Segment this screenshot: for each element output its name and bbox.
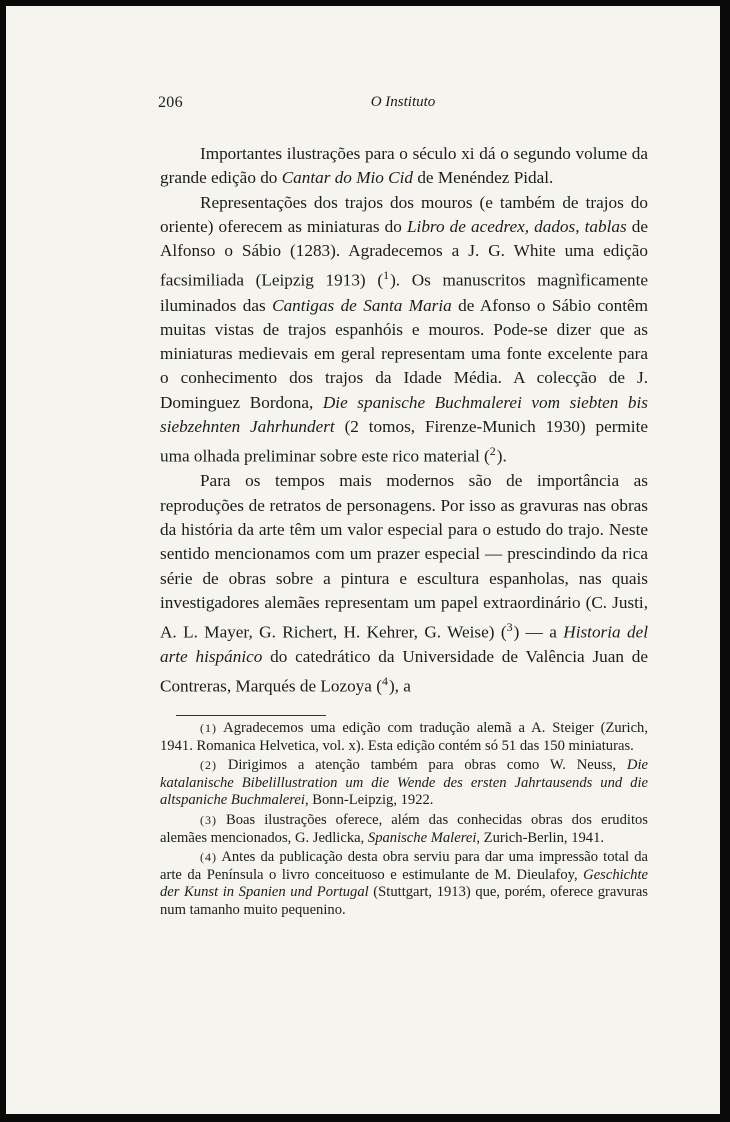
footnote-3 xyxy=(160,812,648,847)
paragraph-2 xyxy=(160,191,648,470)
paragraph-text: de Menéndez Pidal. xyxy=(413,168,554,188)
paragraph-text: Importantes ilustrações para o século xi dá o segundo volume da grande edição do xyxy=(160,144,648,188)
paragraph-text: de Afonso o Sábio contêm muitas vistas de trajos espanhóis e mouros. Pode-se dizer que as miniaturas medievais em geral representam uma fonte excelente para o conhecimento dos trajos da Idade Média. A colecção de J. Dominguez Bordona, xyxy=(160,295,648,412)
body-text xyxy=(160,142,648,699)
footnote-4 xyxy=(160,849,648,919)
footnote-text: Dirigimos a atenção também para obras como W. Neuss, xyxy=(217,757,627,774)
paragraph-text: (2 tomos, Firenze-Munich 1930) permite uma olhada preliminar sobre este rico material ( xyxy=(160,417,648,467)
paragraph-text: Representações dos trajos dos mouros (e também de trajos do oriente) oferecem as miniaturas do xyxy=(160,192,648,236)
title-spanische-buchmalerei: Die spanische Buchmalerei vom siebten bis siebzehnten Jahrhundert xyxy=(160,392,648,436)
title-cantigas: Cantigas de Santa Maria xyxy=(272,295,452,315)
footnote-title: Geschichte der Kunst in Spanien und Portugal xyxy=(160,866,648,901)
footnote-text: Boas ilustrações oferece, além das conhecidas obras dos eruditos alemães mencionados, G. Jedlicka, xyxy=(160,811,648,846)
paragraph-text: ). xyxy=(496,447,507,467)
footnote-ref-4[interactable]: 4 xyxy=(381,674,389,689)
footnote-text: , Bonn-Leipzig, 1922. xyxy=(304,792,434,809)
footnote-mark: (2) xyxy=(200,758,217,773)
paragraph-text: do catedrático da Universidade de Valência Juan de Contreras, Marqués de Lozoya ( xyxy=(160,647,648,697)
footnote-text: , Zurich-Berlin, 1941. xyxy=(476,829,605,846)
page-header xyxy=(158,94,648,114)
footnote-ref-3[interactable]: 3 xyxy=(506,620,514,635)
footnotes xyxy=(160,720,648,922)
paragraph-1 xyxy=(160,142,648,191)
paragraph-text: ), a xyxy=(388,677,411,697)
footnote-text: Agradecemos uma edição com tradução alemã a A. Steiger (Zurich, 1941. Romanica Helvetica, vol. x). Esta edição contém só 51 das 150 miniaturas. xyxy=(160,720,648,754)
footnote-ref-1[interactable]: 1 xyxy=(383,268,391,283)
footnote-divider xyxy=(176,715,326,716)
footnote-mark: (4) xyxy=(200,850,217,865)
footnote-text: Antes da publicação desta obra serviu para dar uma impressão total da arte da Península o livro conceituoso e estimulante de M. Dieulafoy, xyxy=(160,849,648,883)
footnote-text: (Stuttgart, 1913) que, porém, oferece gravuras num tamanho muito pequenino. xyxy=(160,884,648,918)
footnote-mark: (1) xyxy=(200,721,217,735)
paragraph-text: Para os tempos mais modernos são de importância as reproduções de retratos de personagens. Por isso as gravuras nas obras da história da arte têm um valor especial para o estudo do trajo. Neste sentido mencionamos com um prazer especial — prescindindo da rica série de obras sobre a pintura e escultura espanholas, nas quais investigadores alemães representam um papel extraordinário (C. Justi, A. L. Mayer, G. Richert, H. Kehrer, G. Weise) ( xyxy=(160,471,648,642)
footnote-mark: (3) xyxy=(200,812,217,827)
footnote-1 xyxy=(160,720,648,755)
paragraph-text: de Alfonso o Sábio (1283). Agradecemos a J. G. White uma edição facsimiliada (Leipzig 1913) ( xyxy=(160,216,648,291)
running-title: O Instituto xyxy=(370,94,436,110)
title-libro-de-acedrex: Libro de acedrex, dados, tablas xyxy=(406,216,627,236)
footnote-title: Spanische Malerei xyxy=(367,829,477,846)
footnote-2 xyxy=(160,757,648,810)
paragraph-text: ) — a xyxy=(513,622,564,642)
paragraph-text: ). Os manuscritos magnìficamente iluminados das xyxy=(160,271,648,315)
footnote-title: Die katalanische Bibelillustration um die Wende des ersten Jahrtausends und die altspaniche Buchmalerei xyxy=(160,757,648,809)
book-page xyxy=(6,6,720,1114)
paragraph-3 xyxy=(160,469,648,699)
title-cantar-del-mio-cid: Cantar do Mio Cid xyxy=(281,168,414,188)
page-number: 206 xyxy=(158,94,183,111)
footnote-ref-2[interactable]: 2 xyxy=(489,444,497,459)
title-historia-del-arte: Historia del arte hispánico xyxy=(160,622,648,667)
